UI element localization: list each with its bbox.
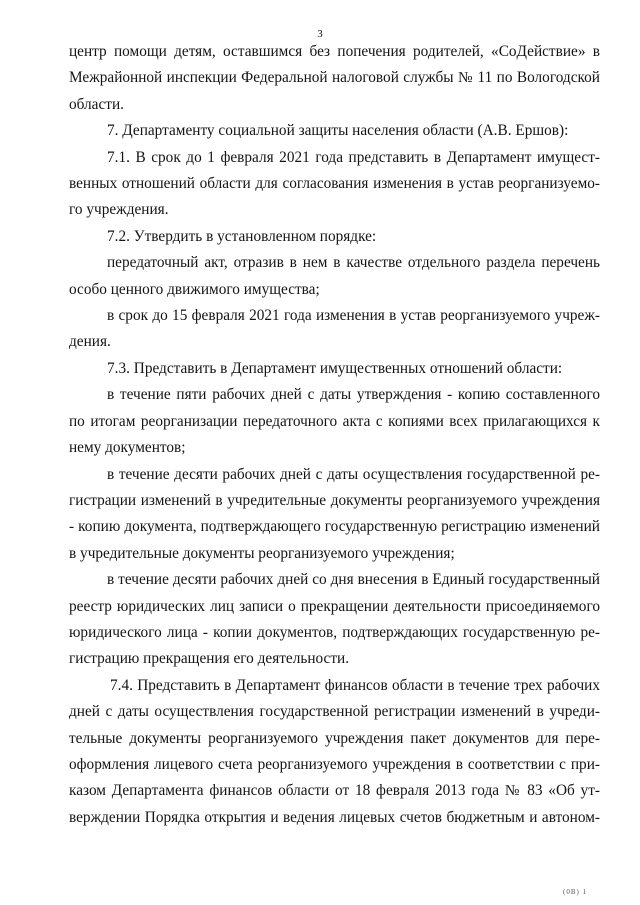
text-line: 7.1. В срок до 1 февраля 2021 года представить в Департамент имущест-	[107, 148, 600, 166]
paragraph-item-7-1	[69, 145, 600, 224]
paragraph-subitem	[69, 567, 600, 673]
paragraph-subitem	[69, 250, 600, 303]
text-line: передаточный акт, отразив в нем в качестве отдельного раздела перечень	[107, 254, 600, 272]
text-line: в учредительные документы реорганизуемого учреждения;	[69, 544, 455, 562]
text-line: дней с даты осуществления государственной регистрации изменений в учреди-	[69, 703, 600, 721]
footer-mark: (0В) 1	[563, 888, 588, 896]
text-line: го учреждения.	[69, 201, 169, 219]
paragraph-subitem	[69, 382, 600, 461]
paragraph-subitem	[69, 303, 600, 356]
text-line: гистрации изменений в учредительные документы реорганизуемого учреждения	[69, 491, 600, 509]
paragraph-subitem	[69, 462, 600, 568]
text-line: казом Департамента финансов области от 18 февраля 2013 года № 83 «Об ут-	[69, 782, 600, 800]
text-line: в течение пяти рабочих дней с даты утверждения - копию составленного	[107, 386, 600, 404]
text-line: 7.2. Утвердить в установленном порядке:	[107, 227, 377, 245]
paragraph-item-7	[69, 118, 600, 144]
text-line: в срок до 15 февраля 2021 года изменения в устав реорганизуемого учреж-	[107, 307, 600, 325]
page-number: 3	[317, 28, 323, 40]
text-line: нему документов;	[69, 439, 186, 457]
text-line: области.	[69, 95, 124, 113]
text-line: верждении Порядка открытия и ведения лицевых счетов бюджетным и автоном-	[69, 808, 600, 826]
text-line: 7.4. Представить в Департамент финансов области в течение трех рабочих	[110, 676, 600, 694]
text-line: Межрайонной инспекции Федеральной налоговой службы № 11 по Вологодской	[69, 69, 600, 87]
text-line: 7.3. Представить в Департамент имущественных отношений области:	[107, 359, 563, 377]
text-line: 7. Департаменту социальной защиты населения области (А.В. Ершов):	[107, 122, 569, 140]
text-line: юридического лица - копии документов, подтверждающих государственную ре-	[69, 623, 600, 641]
paragraph-continuation	[69, 39, 600, 118]
text-line: - копию документа, подтверждающего государственную регистрацию изменений	[69, 518, 600, 536]
text-line: венных отношений области для согласования изменения в устав реорганизуемо-	[69, 175, 600, 193]
text-line: реестр юридических лиц записи о прекращении деятельности присоединяемого	[69, 597, 600, 615]
document-body	[69, 39, 600, 831]
paragraph-item-7-2	[69, 224, 600, 250]
paragraph-item-7-4	[69, 673, 600, 831]
text-line: по итогам реорганизации передаточного акта с копиями всех прилагающихся к	[69, 412, 600, 430]
text-line: в течение десяти рабочих дней с даты осуществления государственной ре-	[107, 465, 600, 483]
text-line: центр помощи детям, оставшимся без попечения родителей, «СоДействие» в	[69, 43, 600, 60]
text-line: в течение десяти рабочих дней со дня внесения в Единый государственный	[107, 571, 600, 589]
text-line: особо ценного движимого имущества;	[69, 280, 320, 298]
text-line: гистрацию прекращения его деятельности.	[69, 650, 350, 668]
text-line: дения.	[69, 333, 111, 351]
paragraph-item-7-3	[69, 356, 600, 382]
text-line: тельные документы реорганизуемого учреждения пакет документов для пере-	[69, 729, 600, 747]
text-line: оформления лицевого счета реорганизуемого учреждения в соответствии с при-	[69, 755, 600, 773]
